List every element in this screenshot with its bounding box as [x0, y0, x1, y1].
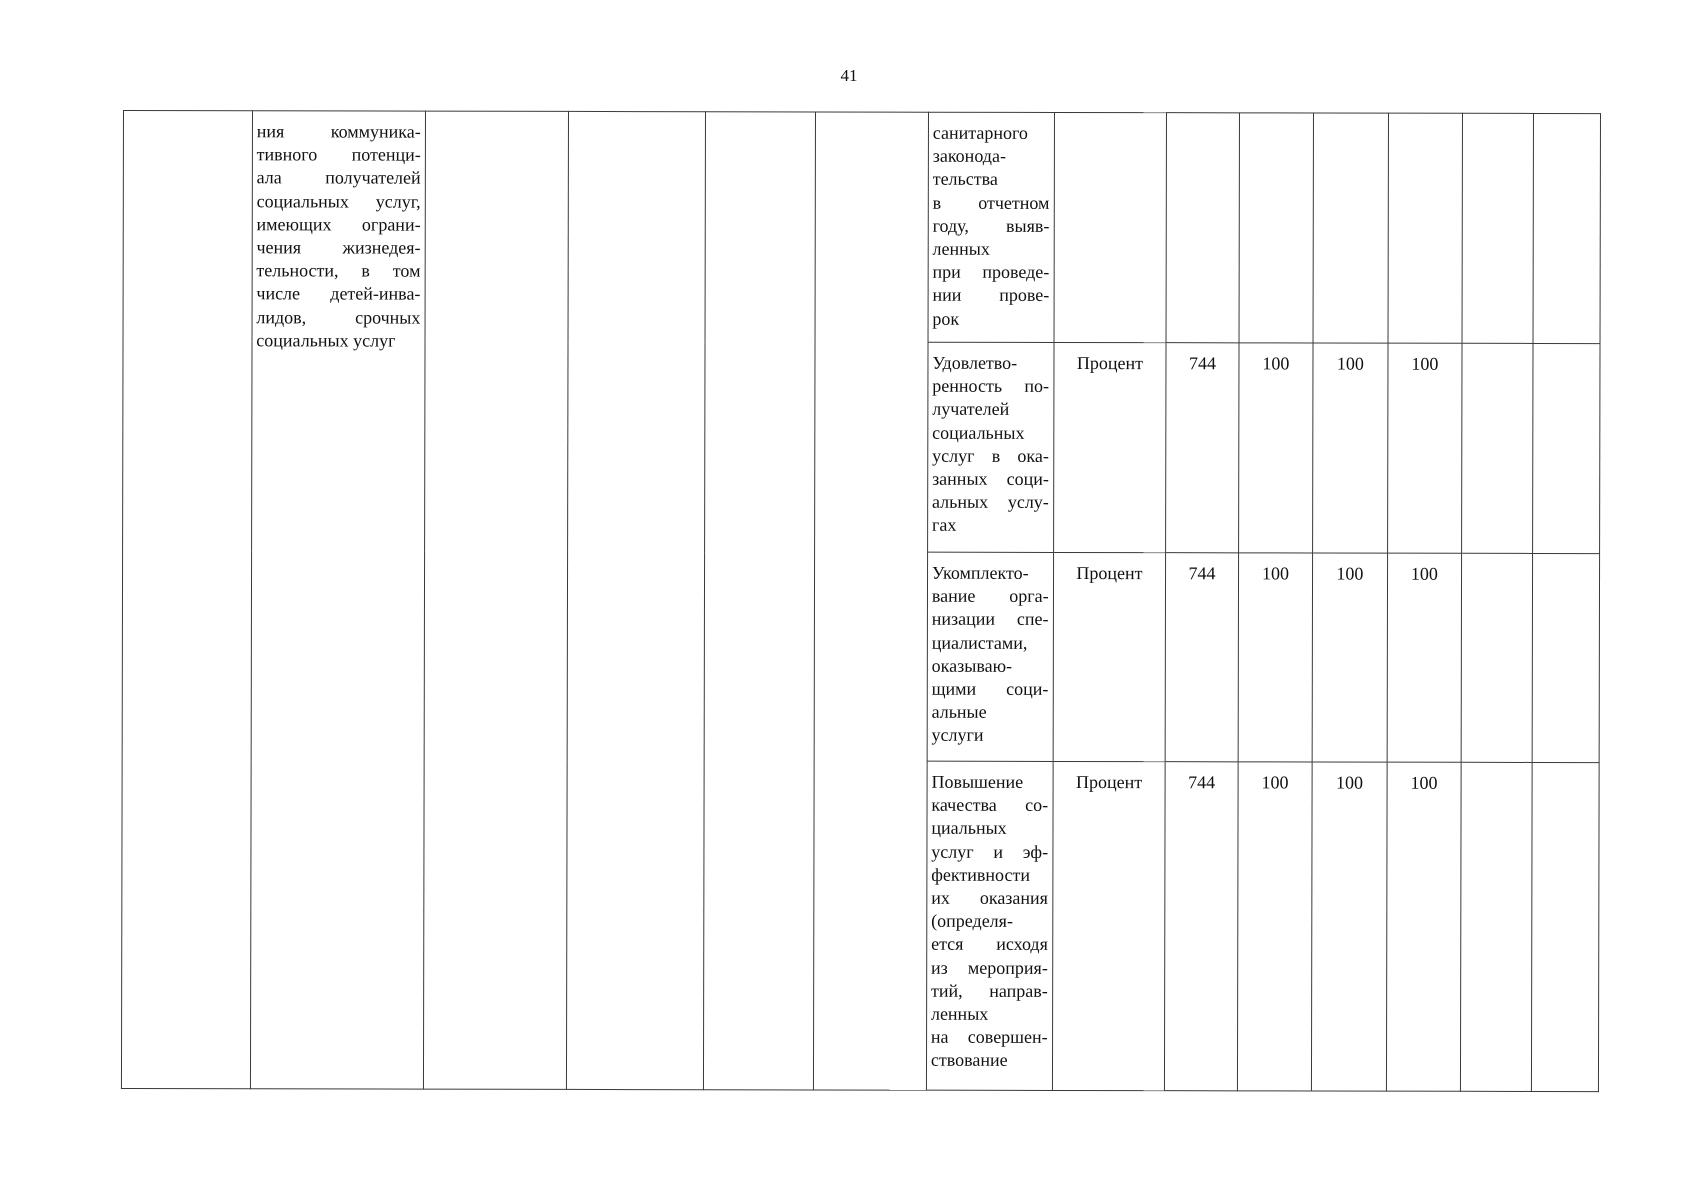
value-cell: 100: [1312, 762, 1387, 1091]
indicator-name-line: циалистами,: [931, 632, 1028, 653]
service-description-line: числе детей-инва-: [256, 283, 421, 305]
indicator-name-line: ствование: [930, 1050, 1008, 1071]
value-cell: 100: [1387, 343, 1462, 553]
value-cell: 100: [1312, 553, 1387, 762]
indicator-name-line: оказываю-: [931, 655, 1013, 676]
indicator-name-line: лучателей: [932, 399, 1010, 420]
indicator-name-line: на совершен-: [930, 1026, 1048, 1048]
indicator-name-line: ренность по-: [932, 375, 1050, 397]
indicator-name-line: низации спе-: [931, 609, 1049, 630]
unit-cell: [1054, 112, 1167, 342]
indicator-name-line: услуги: [931, 725, 984, 746]
indicator-name-line: ленных: [930, 1003, 989, 1024]
indicator-name-line: ленных: [932, 238, 990, 259]
indicator-name-line: (определя-: [931, 910, 1013, 932]
service-description-line: имеющих ограни-: [256, 214, 421, 235]
okei-code-cell: 744: [1166, 343, 1239, 553]
indicator-name-line: фективности: [931, 864, 1031, 885]
service-description-cell: [250, 111, 425, 1089]
empty-cell: [1532, 343, 1600, 553]
indicator-name-line: санитарного: [932, 122, 1028, 143]
unit-cell: Процент: [1053, 552, 1166, 761]
okei-code-cell: 744: [1165, 762, 1238, 1091]
indicator-name-line: тий, направ-: [930, 980, 1048, 1001]
service-description-line: социальных услуг,: [256, 190, 421, 212]
indicator-name-line: году, выяв-: [932, 215, 1050, 236]
indicator-name-line: Повышение: [931, 771, 1024, 792]
indicator-name-line: тельства: [932, 169, 998, 190]
value-cell: 100: [1387, 553, 1462, 762]
empty-cell: [1462, 343, 1533, 553]
indicator-name-line: из мероприя-: [931, 957, 1048, 978]
value-cell: [1388, 113, 1463, 343]
empty-cell: [1462, 113, 1533, 343]
value-cell: [1313, 113, 1388, 343]
empty-cell: [703, 112, 816, 1090]
indicator-name-line: социальных: [932, 422, 1025, 443]
indicator-name-line: щими соци-: [931, 678, 1049, 699]
indicator-name-line: качества со-: [931, 794, 1049, 816]
service-indicators-table: [121, 110, 1601, 1092]
indicator-name-cell: [928, 112, 1054, 342]
service-description-line: тивного потенци-: [256, 144, 421, 165]
indicator-name-line: гах: [931, 515, 957, 536]
indicator-name-line: альных услу-: [932, 491, 1049, 513]
service-description-line: ала получателей: [256, 167, 421, 189]
empty-cell: [1531, 762, 1599, 1091]
value-cell: 100: [1313, 343, 1388, 553]
indicator-name-cell: [926, 761, 1052, 1090]
value-cell: 100: [1238, 553, 1313, 762]
indicator-name-cell: [927, 342, 1053, 552]
service-description-line: лидов, срочных: [256, 306, 421, 328]
indicator-name-line: Укомплекто-: [931, 562, 1029, 583]
empty-cell: [1461, 762, 1532, 1091]
empty-cell: [423, 111, 568, 1089]
indicator-name-line: Удовлетво-: [932, 352, 1018, 373]
indicator-name-line: альные: [931, 701, 987, 723]
empty-cell: [1532, 553, 1600, 762]
indicator-name-line: рок: [932, 308, 960, 329]
okei-code-cell: [1166, 113, 1239, 343]
service-description-line: социальных услуг: [256, 330, 396, 351]
service-description-line: тельности, в том: [256, 260, 421, 281]
value-cell: [1239, 113, 1314, 343]
indicator-name-line: вание орга-: [931, 585, 1049, 607]
indicator-name-line: циальных: [931, 818, 1007, 839]
empty-cell: [1533, 113, 1601, 343]
service-description-line: чения жизнедея-: [256, 237, 421, 258]
indicator-name-line: законода-: [932, 145, 1006, 167]
indicator-name-line: в отчетном: [932, 192, 1050, 213]
value-cell: 100: [1237, 762, 1312, 1091]
table-row: [123, 111, 1600, 344]
indicator-name-line: нии прове-: [932, 285, 1050, 306]
page-number: 41: [840, 66, 858, 85]
empty-cell: [1461, 553, 1532, 762]
service-description-line: ния коммуника-: [256, 121, 421, 142]
empty-cell: [121, 111, 252, 1089]
indicator-name-line: ется исходя: [931, 934, 1048, 955]
indicator-name-line: их оказания: [931, 887, 1048, 908]
value-cell: 100: [1386, 762, 1461, 1091]
indicator-name-line: услуг в ока-: [932, 445, 1049, 466]
indicator-name-line: при проведе-: [932, 261, 1050, 283]
unit-cell: Процент: [1053, 342, 1166, 552]
unit-cell: Процент: [1052, 761, 1165, 1090]
indicator-name-line: услуг и эф-: [931, 841, 1049, 862]
okei-code-cell: 744: [1165, 553, 1238, 762]
value-cell: 100: [1238, 343, 1313, 553]
empty-cell: [566, 111, 705, 1089]
empty-cell: [814, 112, 929, 1090]
indicator-name-line: занных соци-: [932, 468, 1049, 489]
indicator-name-cell: [927, 552, 1053, 761]
